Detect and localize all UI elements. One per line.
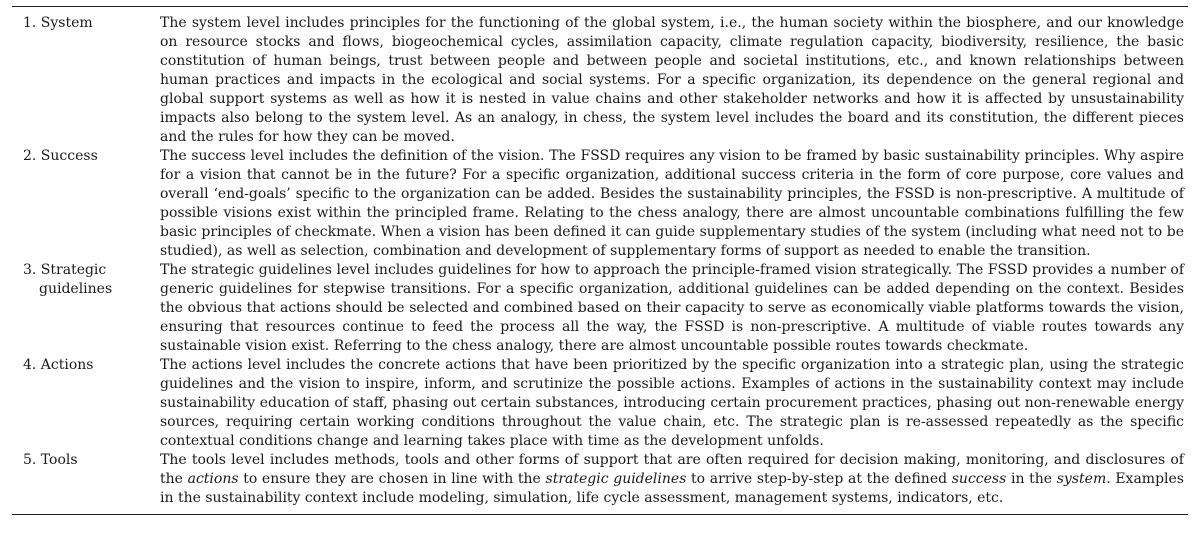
level-label bbox=[12, 261, 160, 299]
italic-term: actions bbox=[187, 471, 239, 487]
description-text: to arrive step-by-step at the defined bbox=[686, 471, 952, 487]
description-text: The system level includes principles for the functioning of the global system, i.e., the human society within the biosphere, and our knowledge on resource stocks and flows, biogeochemical cycles, assimilation capacity, climate regulation capacity, biodiversity, resilience, the basic constitution of human beings, trust between people and between people and societal institutions, etc., and known relationships between human practices and impacts in the ecological and social systems. For a specific organization, its dependence on the general regional and global support systems as well as how it is nested in value chains and other stakeholder networks and how it is affected by unsustainability impacts also belong to the system level. As an analogy, in chess, the system level includes the board and its constitution, the different pieces and the rules for how they can be moved. bbox=[160, 15, 1184, 145]
level-label-text: 3. Strategic guidelines bbox=[23, 262, 113, 297]
italic-term: success bbox=[951, 471, 1007, 487]
table-row bbox=[12, 356, 1188, 451]
level-label: 2. Success bbox=[23, 148, 98, 164]
description-text: The strategic guidelines level includes guidelines for how to approach the principle-framed vision strategically. The FSSD provides a number of generic guidelines for stepwise transitions. For a specific organization, additional guidelines can be added depending on the context. Besides the obvious that actions should be selected and combined based on their capacity to serve as economically viable platforms towards the vision, ensuring that resources continue to feed the process all the way, the FSSD is non-prescriptive. A multitude of viable routes towards any sustainable vision exist. Referring to the chess analogy, there are almost uncountable possible routes towards checkmate. bbox=[160, 262, 1184, 354]
table-row bbox=[12, 147, 1188, 261]
level-label: 4. Actions bbox=[23, 357, 94, 373]
level-label: 5. Tools bbox=[23, 452, 78, 468]
description-text: in the bbox=[1006, 471, 1057, 487]
italic-term: system bbox=[1056, 471, 1107, 487]
table-row bbox=[12, 261, 1188, 356]
level-description bbox=[160, 261, 1188, 356]
description-text: The success level includes the definition of the vision. The FSSD requires any vision to be framed by basic sustainability principles. Why aspire for a vision that cannot be in the future? For a specific organization, additional success criteria in the form of core purpose, core values and overall ‘end-goals’ specific to the organization can be added. Besides the sustainability principles, the FSSD is non-prescriptive. A multitude of possible visions exist within the principled frame. Relating to the chess analogy, there are almost uncountable combinations fulfilling the few basic principles of checkmate. When a vision has been defined it can guide supplementary studies of the system (including what need not to be studied), as well as selection, combination and development of supplementary forms of support as needed to enable the transition. bbox=[160, 148, 1184, 259]
level-description bbox=[160, 147, 1188, 261]
level-label: 1. System bbox=[23, 15, 93, 31]
level-description bbox=[160, 356, 1188, 451]
description-text: The tools level includes methods, tools and other forms of support that are often required for decision making, monitoring, and disclosures of the bbox=[160, 452, 1184, 487]
description-text: The actions level includes the concrete actions that have been prioritized by the specific organization into a strategic plan, using the strategic guidelines and the vision to inspire, inform, and scrutinize the possible actions. Examples of actions in the sustainability context may include sustainability education of staff, phasing out certain substances, introducing certain procurement practices, phasing out non-renewable energy sources, requiring certain working conditions throughout the value chain, etc. The strategic plan is re-assessed repeatedly as the specific contextual conditions change and learning takes place with time as the development unfolds. bbox=[160, 357, 1184, 449]
level-description bbox=[160, 14, 1188, 147]
level-description bbox=[160, 451, 1188, 508]
description-text: . Examples in the sustainability context include modeling, simulation, life cycle assessment, management systems, indicators, etc. bbox=[160, 471, 1184, 506]
description-text: to ensure they are chosen in line with the bbox=[238, 471, 546, 487]
italic-term: strategic guidelines bbox=[545, 471, 687, 487]
table-row bbox=[12, 451, 1188, 508]
table-row bbox=[12, 14, 1188, 147]
fssd-levels-table bbox=[12, 6, 1188, 515]
